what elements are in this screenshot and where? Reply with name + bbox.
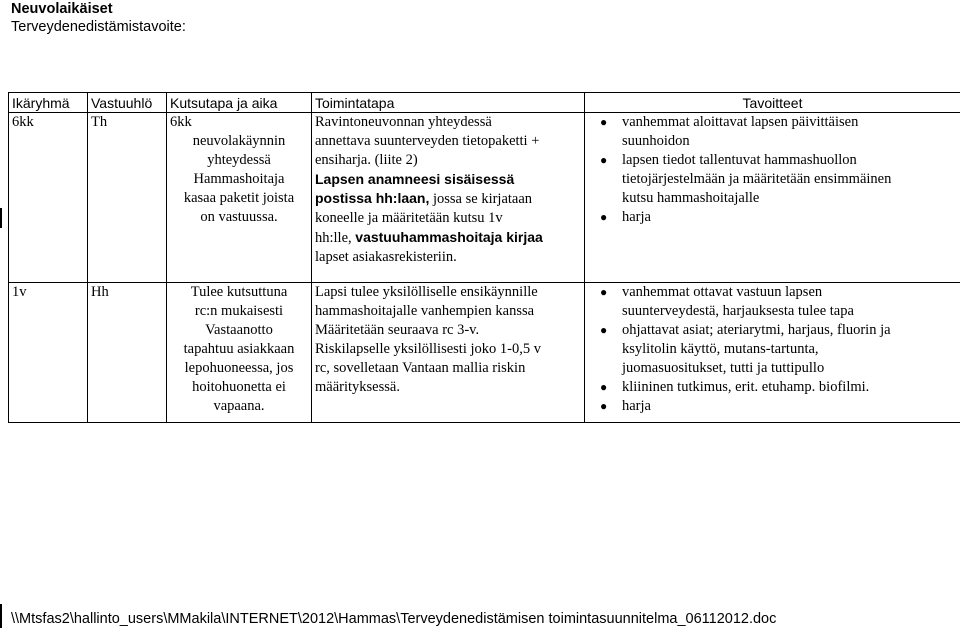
header-operation-mode: Toimintatapa [312,93,585,113]
cell-line: lapset asiakasrekisteriin. [315,249,457,265]
bold-text: postissa hh:laan, [315,190,430,206]
cell-age: 6kk [9,113,88,283]
plain-text: jossa se kirjataan [429,191,533,207]
table-row [9,113,960,283]
cell-line: rc:n mukaisesti [194,303,284,319]
header-goals: Tavoitteet [585,93,960,113]
cell-line: ensiharja. (liite 2) [315,152,418,168]
cell-line: yhteydessä [207,152,271,168]
list-item [588,113,957,151]
item-line: lapsen tiedot tallentuvat hammashuollon [622,152,857,168]
document-subtitle: Terveydenedistämistavoite: [11,19,186,35]
cell-line: Tulee kutsuttuna [190,284,288,300]
cell-line: annettava suunterveyden tietopaketti + [315,133,540,149]
table-header-row [9,93,960,113]
table-row [9,283,960,423]
cell-line: Vastaanotto [205,322,273,338]
item-line: vanhemmat aloittavat lapsen päivittäisen [622,114,859,130]
cell-age: 1v [9,283,88,423]
list-item [588,283,957,321]
item-line: tietojärjestelmään ja määritetään ensimmäinen [622,171,892,187]
cell-line: Ravintoneuvonnan yhteydessä [315,114,492,130]
bullet-icon: ● [600,323,608,337]
cell-line: Riskilapselle yksilöllisesti joko 1-0,5 v [315,341,541,357]
header-responsible: Vastuuhlö [88,93,167,113]
cell-line: Määritetään seuraava rc 3-v. [315,322,480,338]
revision-bar [0,208,2,228]
document-header [11,0,186,36]
bullet-icon: ● [600,399,608,413]
bullet-icon: ● [600,153,608,167]
cell-line: tapahtuu asiakkaan [183,341,295,357]
list-item [588,378,957,397]
cell-line: hammashoitajalle vanhempien kanssa [315,303,535,319]
goals-list [588,113,957,227]
goals-list [588,283,957,416]
list-item [588,321,957,378]
cell-line: vapaana. [213,398,265,414]
cell-responsible: Hh [88,283,167,423]
cell-goals [585,113,960,283]
item-line: kliininen tutkimus, erit. etuhamp. biofilmi. [622,379,870,395]
item-line: suunhoidon [622,133,690,149]
item-line: ohjattavat asiat; ateriarytmi, harjaus, fluorin ja [622,322,891,338]
item-line: harja [622,398,651,414]
bullet-icon: ● [600,115,608,129]
bullet-icon: ● [600,210,608,224]
bullet-icon: ● [600,380,608,394]
cell-line: rc, sovelletaan Vantaan mallia riskin [315,360,526,376]
header-age-group: Ikäryhmä [9,93,88,113]
item-line: ksylitolin käyttö, mutans-tartunta, [622,341,819,357]
cell-operation-mode [312,283,585,423]
cell-line: määrityksessä. [315,379,400,395]
list-item [588,397,957,416]
cell-line [315,228,581,248]
item-line: suunterveydestä, harjauksesta tulee tapa [622,303,854,319]
cell-line: lepohuoneessa, jos [184,360,294,376]
cell-call-method [167,113,312,283]
cell-line: koneelle ja määritetään kutsu 1v [315,210,503,226]
revision-bar [0,604,2,628]
cell-responsible: Th [88,113,167,283]
cell-line: kasaa paketit joista [183,190,295,206]
cell-line: Lapsi tulee yksilölliselle ensikäynnille [315,284,538,300]
plain-text: hh:lle, [315,230,356,246]
cell-goals [585,283,960,423]
list-item [588,151,957,208]
item-line: vanhemmat ottavat vastuun lapsen [622,284,823,300]
item-line: juomasuositukset, tutti ja tuttipullo [622,360,825,376]
file-path-footer: \\Mtsfas2\hallinto_users\MMakila\INTERNET\2012\Hammas\Terveydenedistämisen toimintasuunnitelma_06112012.doc [11,611,777,627]
bullet-icon: ● [600,285,608,299]
cell-line: neuvolakäynnin [192,133,286,149]
list-item [588,208,957,227]
cell-line: Hammashoitaja [193,171,285,187]
cell-operation-mode [312,113,585,283]
cell-line [315,189,581,209]
item-line: harja [622,209,651,225]
document-title: Neuvolaikäiset [11,1,113,17]
header-call-method: Kutsutapa ja aika [167,93,312,113]
item-line: kutsu hammashoitajalle [622,190,760,206]
bold-text: vastuuhammashoitaja kirjaa [355,229,543,245]
plan-table [8,92,960,423]
cell-line-bold: Lapsen anamneesi sisäisessä [315,171,515,187]
cell-line: 6kk [170,114,192,130]
cell-line: on vastuussa. [200,209,278,225]
cell-line: hoitohuonetta ei [192,379,286,395]
cell-call-method [167,283,312,423]
